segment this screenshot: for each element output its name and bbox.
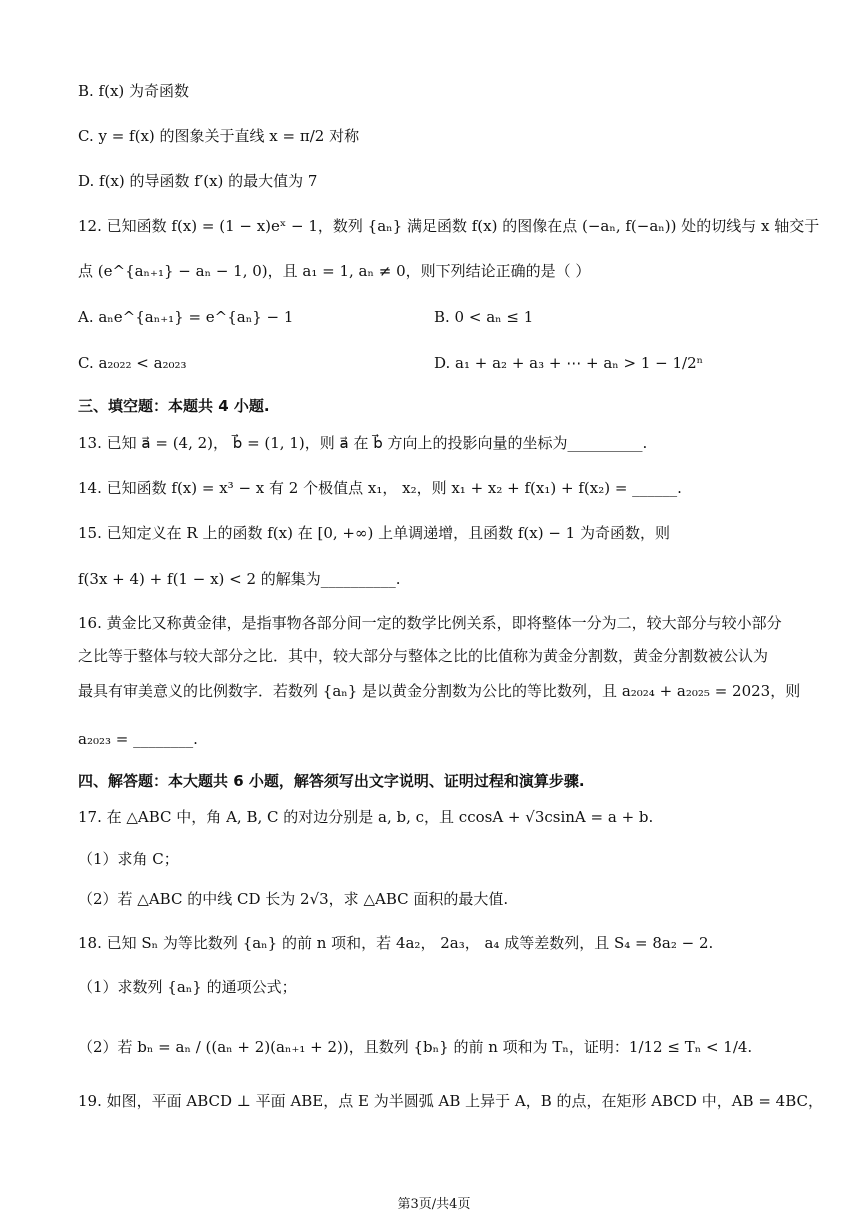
- q14: 14. 已知函数 f(x) = x³ − x 有 2 个极值点 x₁， x₂，则 x₁ + x₂ + f(x₁) + f(x₂) = ______.: [78, 479, 682, 497]
- q13: 13. 已知 a⃗ = (4, 2)， b⃗ = (1, 1)，则 a⃗ 在 b⃗ 方向上的投影向量的坐标为__________.: [78, 434, 648, 452]
- q15-line2: f(3x + 4) + f(1 − x) < 2 的解集为__________.: [78, 570, 401, 588]
- q17-2: （2）若 △ABC 的中线 CD 长为 2√3，求 △ABC 面积的最大值.: [78, 890, 509, 908]
- q12-line1: 12. 已知函数 f(x) = (1 − x)eˣ − 1，数列 {aₙ} 满足函数 f(x) 的图像在点 (−aₙ, f(−aₙ)) 处的切线与 x 轴交于: [78, 217, 820, 235]
- q17: 17. 在 △ABC 中，角 A, B, C 的对边分别是 a, b, c，且 ccosA + √3csinA = a + b.: [78, 808, 654, 826]
- sec4: 四、解答题：本大题共 6 小题，解答须写出文字说明、证明过程和演算步骤.: [78, 772, 585, 790]
- q16-line3: 最具有审美意义的比例数字．若数列 {aₙ} 是以黄金分割数为公比的等比数列，且 a₂₀₂₄ + a₂₀₂₅ = 2023，则: [78, 682, 801, 700]
- q15-line1: 15. 已知定义在 R 上的函数 f(x) 在 [0, +∞) 上单调递增，且函数 f(x) − 1 为奇函数，则: [78, 524, 670, 542]
- sec3: 三、填空题：本题共 4 小题.: [78, 397, 270, 415]
- q18: 18. 已知 Sₙ 为等比数列 {aₙ} 的前 n 项和，若 4a₂， 2a₃， a₄ 成等差数列，且 S₄ = 8a₂ − 2.: [78, 934, 714, 952]
- q16-line1: 16. 黄金比又称黄金律，是指事物各部分间一定的数学比例关系，即将整体一分为二，较大部分与较小部分: [78, 614, 782, 632]
- q18-2: （2）若 bₙ = aₙ / ((aₙ + 2)(aₙ₊₁ + 2))，且数列 {bₙ} 的前 n 项和为 Tₙ，证明：1/12 ≤ Tₙ < 1/4.: [78, 1038, 753, 1056]
- q19: 19. 如图，平面 ABCD ⊥ 平面 ABE，点 E 为半圆弧 AB 上异于 A，B 的点，在矩形 ABCD 中，AB = 4BC，: [78, 1092, 823, 1110]
- page-footer: 第3页/共4页: [397, 1197, 471, 1212]
- q18-1: （1）求数列 {aₙ} 的通项公式；: [78, 978, 297, 996]
- d-option: D. f(x) 的导函数 f′(x) 的最大值为 7: [78, 172, 318, 190]
- c-option: C. y = f(x) 的图象关于直线 x = π/2 对称: [78, 127, 360, 145]
- q16-line2: 之比等于整体与较大部分之比．其中，较大部分与整体之比的比值称为黄金分割数，黄金分割数被公认为: [78, 647, 769, 665]
- q12-b: B. 0 < aₙ ≤ 1: [434, 308, 534, 326]
- q12-a: A. aₙe^{aₙ₊₁} = e^{aₙ} − 1: [78, 308, 294, 326]
- q12-line2: 点 (e^{aₙ₊₁} − aₙ − 1, 0)，且 a₁ = 1, aₙ ≠ 0，则下列结论正确的是（ ）: [78, 262, 591, 280]
- q12-d: D. a₁ + a₂ + a₃ + ⋯ + aₙ > 1 − 1/2ⁿ: [434, 354, 704, 372]
- q17-1: （1）求角 C；: [78, 850, 179, 868]
- q12-c: C. a₂₀₂₂ < a₂₀₂₃: [78, 354, 187, 372]
- b-option: B. f(x) 为奇函数: [78, 82, 190, 100]
- q16-line4: a₂₀₂₃ = ________.: [78, 730, 198, 748]
